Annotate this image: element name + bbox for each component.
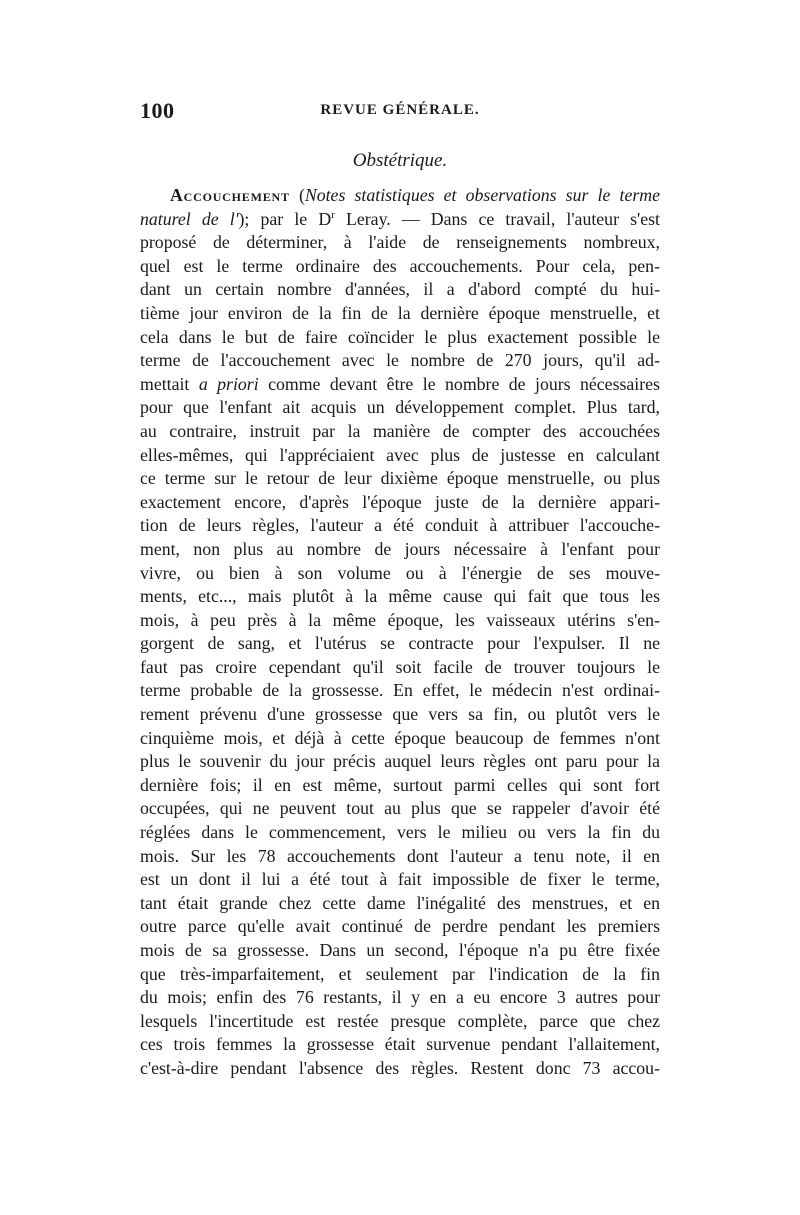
- text-line: c'est-à-dire pendant l'absence des règles. Restent donc 73 accou-: [140, 1057, 660, 1078]
- text-line: mois. Sur les 78 accouchements dont l'auteur a tenu note, il en: [140, 845, 660, 866]
- section-title: Obstétrique.: [352, 150, 448, 171]
- text-line: terme probable de la grossesse. En effet, le médecin n'est ordinai-: [140, 680, 660, 701]
- text-line: occupées, qui ne peuvent tout au plus que se rappeler d'avoir été: [140, 798, 660, 819]
- text-line: mois, à peu près à la même époque, les vaisseaux utérins s'en-: [140, 609, 660, 630]
- text-line: pour que l'enfant ait acquis un développement complet. Plus tard,: [140, 397, 660, 418]
- text-line: [140, 208, 660, 232]
- text-line: terme de l'accouchement avec le nombre de 270 jours, qu'il ad-: [140, 350, 660, 371]
- text-line: cinquième mois, et déjà à cette époque beaucoup de femmes n'ont: [140, 727, 660, 748]
- text-line: gorgent de sang, et l'utérus se contracte pour l'expulser. Il ne: [140, 633, 660, 654]
- text-line: mois de sa grossesse. Dans un second, l'époque n'a pu être fixée: [140, 940, 660, 960]
- text-line: réglées dans le commencement, vers le milieu ou vers la fin du: [140, 822, 660, 843]
- text-line: dant un certain nombre d'années, il a d'abord compté du hui-: [140, 279, 660, 300]
- text-span: comme devant être le nombre de jours nécessaires: [258, 373, 660, 394]
- dr-superscript: r: [331, 208, 335, 221]
- text-line: est un dont il lui a été tout à fait impossible de fixer le terme,: [140, 869, 660, 890]
- author-sentence: Leray. — Dans ce travail, l'auteur s'est: [334, 208, 661, 229]
- text-line: tion de leurs règles, l'auteur a été conduit à attribuer l'accouche-: [140, 515, 660, 536]
- text-line: dernière fois; il en est même, surtout parmi celles qui sont fort: [140, 774, 660, 795]
- text-line: faut pas croire cependant qu'il soit facile de trouver toujours le: [140, 656, 660, 677]
- article-body: [140, 184, 660, 1081]
- text-line: outre parce qu'elle avait continué de perdre pendant les premiers: [140, 916, 660, 937]
- text-line: du mois; enfin des 76 restants, il y en a eu encore 3 autres pour: [140, 987, 660, 1008]
- text-line: cela dans le but de faire coïncider le plus exactement possible le: [140, 326, 660, 347]
- text-line: [140, 184, 660, 208]
- journal-title: REVUE GÉNÉRALE.: [320, 102, 480, 118]
- text-span: mettait: [140, 373, 199, 394]
- text-line: tième jour environ de la fin de la dernière époque menstruelle, et: [140, 302, 660, 323]
- lead-open-paren: (: [298, 185, 305, 205]
- text-line: exactement encore, d'après l'époque juste de la dernière appari-: [140, 491, 660, 512]
- text-line: [140, 373, 660, 397]
- text-line: proposé de déterminer, à l'aide de renseignements nombreux,: [140, 232, 660, 253]
- text-line: ments, etc..., mais plutôt à la même cause qui fait que tous les: [140, 586, 660, 607]
- lead-word: Accouchement: [170, 185, 290, 205]
- text-line: quel est le terme ordinaire des accouchements. Pour cela, pen-: [140, 255, 660, 276]
- author-intro: ); par le D: [238, 208, 332, 229]
- text-block-2: [140, 396, 660, 1080]
- text-line: ce terme sur le retour de leur dixième époque menstruelle, ou plus: [140, 468, 660, 489]
- text-line: au contraire, instruit par la manière de compter des accouchées: [140, 420, 660, 441]
- running-header: [140, 98, 660, 124]
- text-line: que très-imparfaitement, et seulement par l'indication de la fin: [140, 963, 660, 984]
- page-number: 100: [140, 98, 175, 123]
- text-line: elles-mêmes, qui l'appréciaient avec plus de justesse en calculant: [140, 444, 660, 465]
- text-line: ment, non plus au nombre de jours nécessaire à l'enfant pour: [140, 538, 660, 559]
- a-priori-italic: a priori: [198, 373, 259, 394]
- text-block-1: [140, 231, 660, 373]
- article-title-italic: Notes statistiques et observations sur le terme: [304, 185, 660, 205]
- text-line: rement prévenu d'une grossesse que vers sa fin, ou plutôt vers le: [140, 704, 660, 725]
- text-line: plus le souvenir du jour précis auquel leurs règles ont paru pour la: [140, 751, 660, 772]
- text-line: ces trois femmes la grossesse était survenue pendant l'allaitement,: [140, 1034, 660, 1055]
- text-line: tant était grande chez cette dame l'inégalité des menstrues, et en: [140, 892, 660, 913]
- text-line: vivre, ou bien à son volume ou à l'énergie de ses mouve-: [140, 562, 660, 583]
- text-line: lesquels l'incertitude est restée presque complète, parce que chez: [140, 1010, 660, 1031]
- article-title-italic: naturel de l': [140, 208, 239, 229]
